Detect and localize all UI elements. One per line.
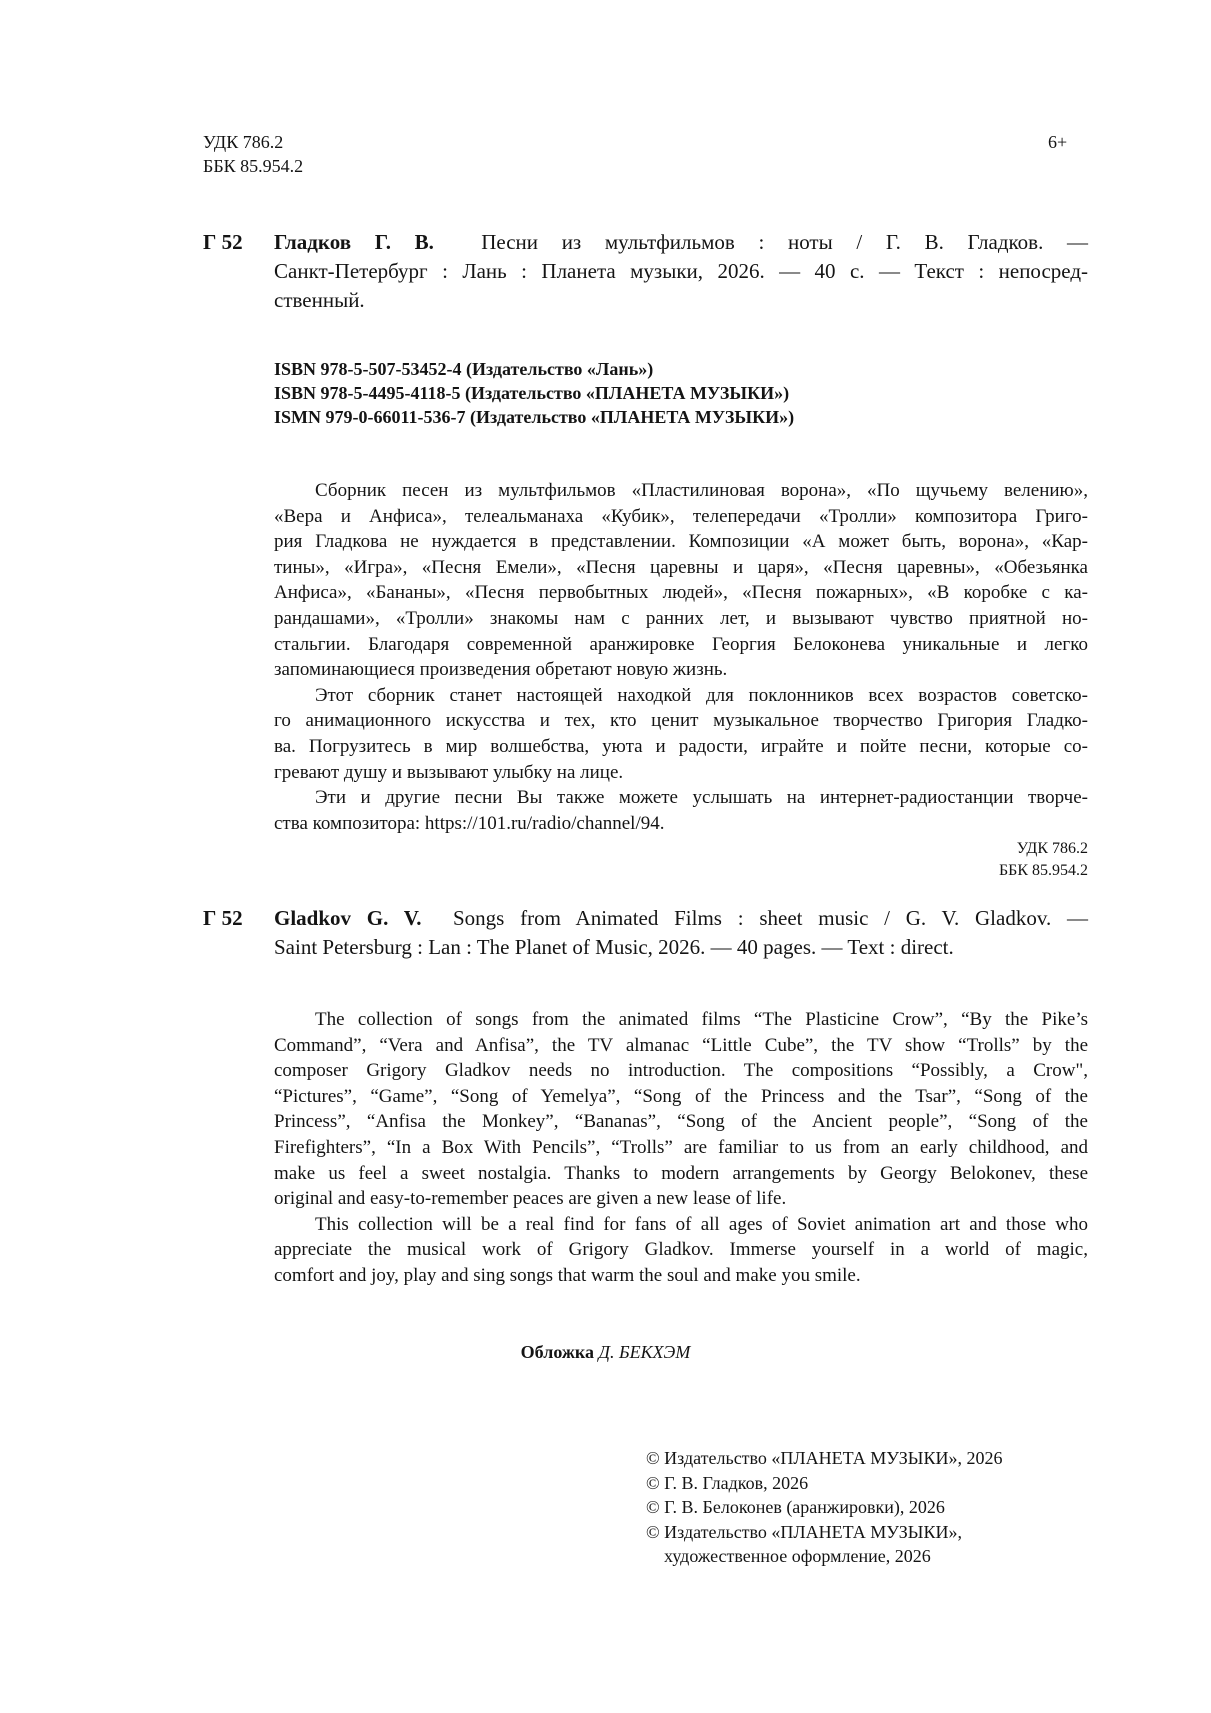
text-line: Princess”, “Anfisa the Monkey”, “Bananas”, “Song of the Ancient people”, “Song of the <box>274 1111 1088 1133</box>
classification-right <box>900 838 1088 882</box>
cover-artist: Д. БЕКХЭМ <box>598 1342 691 1362</box>
en-entry <box>274 904 1088 962</box>
ru-entry-line-2: Санкт-Петербург : Лань : Планета музыки, 2026. — 40 с. — Текст : непосред- <box>274 259 1088 283</box>
copyright-block <box>646 1446 1002 1569</box>
text-line: Firefighters”, “In a Box With Pencils”, “Trolls” are familiar to us from an early childhood, and <box>274 1136 1088 1158</box>
ru-annotation-paragraph <box>274 785 1088 836</box>
text-line: Этот сборник станет настоящей находкой для поклонников всех возрастов советско- <box>315 684 1088 706</box>
udk-code-right: УДК 786.2 <box>1016 840 1088 857</box>
text-line: рия Гладкова не нуждается в представлении. Композиции «А может быть, ворона», «Кар- <box>274 531 1088 553</box>
copyright-line: © Г. В. Белоконев (аранжировки), 2026 <box>646 1497 945 1517</box>
text-line: Анфиса», «Бананы», «Песня первобытных людей», «Песня пожарных», «В коробке с ка- <box>274 582 1088 604</box>
ru-annotation-paragraph <box>274 478 1088 683</box>
ru-entry-author: Гладков Г. В. <box>274 230 434 254</box>
copyright-line: художественное оформление, 2026 <box>664 1546 931 1566</box>
ru-entry-line-3: ственный. <box>274 288 365 312</box>
text-line: comfort and joy, play and sing songs that warm the soul and make you smile. <box>274 1264 861 1286</box>
bbk-code: ББК 85.954.2 <box>203 156 304 176</box>
en-entry-line-2: Saint Petersburg : Lan : The Planet of Music, 2026. — 40 pages. — Text : direct. <box>274 935 954 959</box>
text-line: original and easy-to-remember peaces are given a new lease of life. <box>274 1188 787 1210</box>
text-line: гревают душу и вызывают улыбку на лице. <box>274 761 624 783</box>
text-line: ва. Погрузитесь в мир волшебства, уюта и радости, играйте и пойте песни, которые со- <box>274 735 1088 757</box>
udk-code: УДК 786.2 <box>203 132 284 152</box>
text-line: make us feel a sweet nostalgia. Thanks to modern arrangements by Georgy Belokonev, these <box>274 1162 1088 1184</box>
text-line: запоминающиеся произведения обретают новую жизнь. <box>274 659 728 681</box>
text-line: го анимационного искусства и тех, кто ценит музыкальное творчество Григория Гладко- <box>274 710 1088 732</box>
copyright-line: © Издательство «ПЛАНЕТА МУЗЫКИ», <box>646 1521 962 1542</box>
cover-label: Обложка <box>520 1342 595 1362</box>
ismn-planeta: ISMN 979-0-66011-536-7 (Издательство «ПЛАНЕТА МУЗЫКИ») <box>274 407 795 427</box>
text-line: рандашами», «Тролли» знакомы нам с ранних лет, и вызывают чувство приятной но- <box>274 607 1088 629</box>
isbn-list <box>274 357 794 429</box>
en-entry-author: Gladkov G. V. <box>274 906 422 930</box>
en-annotation-paragraph <box>274 1212 1088 1289</box>
text-line: The collection of songs from the animated films “The Plasticine Crow”, “By the Pike’s <box>315 1009 1088 1030</box>
copyright-line: © Издательство «ПЛАНЕТА МУЗЫКИ», 2026 <box>646 1448 1003 1468</box>
isbn-lan: ISBN 978-5-507-53452-4 (Издательство «Лань») <box>274 359 654 379</box>
text-line: тины», «Игра», «Песня Емели», «Песня царевны и царя», «Песня царевны», «Обезьянка <box>274 556 1088 578</box>
ru-annotation-paragraph <box>274 683 1088 785</box>
text-line: «Вера и Анфиса», телеальманаха «Кубик», телепередачи «Тролли» композитора Григо- <box>274 505 1088 527</box>
text-line: ства композитора: https://101.ru/radio/channel/94. <box>274 812 665 834</box>
text-line: стальгии. Благодаря современной аранжировке Георгия Белоконева уникальные и легко <box>274 633 1088 655</box>
text-line: appreciate the musical work of Grigory Gladkov. Immerse yourself in a world of magic, <box>274 1239 1088 1261</box>
en-annotation-paragraph <box>274 1007 1088 1212</box>
isbn-planeta: ISBN 978-5-4495-4118-5 (Издательство «ПЛАНЕТА МУЗЫКИ») <box>274 383 790 403</box>
cover-credit <box>0 1340 1211 1364</box>
text-line: Эти и другие песни Вы также можете услышать на интернет-радиостанции творче- <box>315 787 1088 809</box>
copyright-line: © Г. В. Гладков, 2026 <box>646 1472 809 1493</box>
en-annotation <box>274 1007 1088 1289</box>
en-entry-line-1: Gladkov G. V. Songs from Animated Films : sheet music / G. V. Gladkov. — <box>274 906 1088 930</box>
bbk-code-right: ББК 85.954.2 <box>998 862 1088 879</box>
text-line: This collection will be a real find for fans of all ages of Soviet animation art and those who <box>315 1213 1088 1235</box>
en-entry-code: Г 52 <box>203 906 243 930</box>
text-line: Command”, “Vera and Anfisa”, the TV almanac “Little Cube”, the TV show “Trolls” by the <box>274 1034 1088 1056</box>
ru-annotation <box>274 478 1088 836</box>
ru-entry-code: Г 52 <box>203 230 243 254</box>
ru-entry-line-1: Гладков Г. В. Песни из мультфильмов : ноты / Г. В. Гладков. — <box>274 230 1089 254</box>
text-line: Сборник песен из мультфильмов «Пластилиновая ворона», «По щучьему велению», <box>315 480 1088 501</box>
ru-entry <box>274 228 1088 315</box>
age-rating: 6+ <box>1048 132 1068 152</box>
text-line: composer Grigory Gladkov needs no introduction. The compositions “Possibly, a Crow", <box>274 1060 1088 1082</box>
text-line: “Pictures”, “Game”, “Song of Yemelya”, “Song of the Princess and the Tsar”, “Song of the <box>274 1085 1088 1107</box>
